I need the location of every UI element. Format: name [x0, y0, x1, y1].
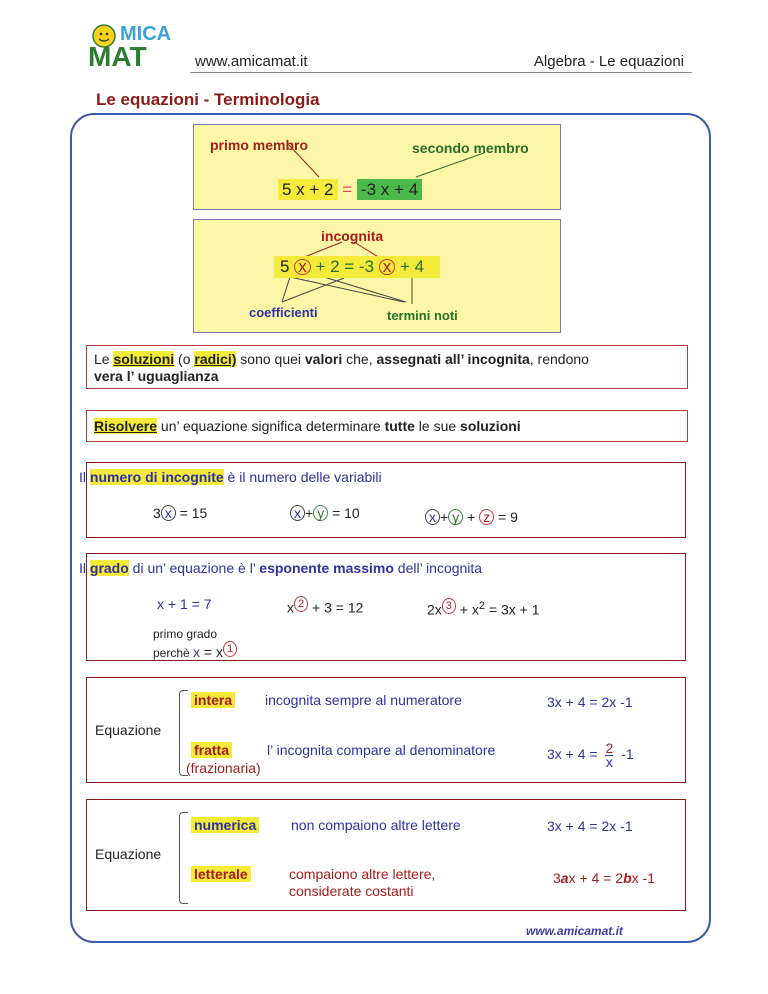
- intera-term: intera: [191, 692, 235, 708]
- incognita-diagram: [193, 219, 561, 333]
- intera-desc: incognita sempre al numeratore: [265, 692, 462, 708]
- amicamat-logo: [86, 20, 186, 70]
- page-title: Le equazioni - Terminologia: [96, 90, 320, 109]
- svg-text:MAT: MAT: [88, 41, 147, 70]
- risolvere-term: Risolvere: [94, 418, 158, 434]
- incognita-equation: [274, 256, 440, 278]
- intera-example: 3x + 4 = 2x -1: [547, 694, 633, 710]
- risolvere-text: Risolvere un’ equazione significa determinare tutte le sue soluzioni: [94, 418, 521, 434]
- incognite-text: Il numero di incognite è il numero delle variabili: [79, 469, 382, 485]
- numero-incognite-term: numero di incognite: [89, 469, 224, 485]
- equazione-label-2: Equazione: [95, 846, 162, 862]
- fratta-example: 3x + 4 = $\frac{2}{x}$ -1: [547, 740, 634, 770]
- fratta-term: fratta: [191, 742, 232, 758]
- const-4: + 4: [400, 257, 425, 276]
- header-section: Algebra - Le equazioni: [533, 53, 684, 70]
- numerica-letterale-box: [86, 799, 686, 911]
- termini-noti-label: termini noti: [387, 308, 458, 323]
- brace-2: [179, 812, 188, 904]
- incognite-example-1: 3 x = 15: [153, 505, 208, 521]
- incognita-label: incognita: [321, 228, 384, 244]
- footer-url[interactable]: www.amicamat.it: [526, 924, 623, 938]
- grado-box: [79, 553, 686, 661]
- numerica-term: numerica: [191, 817, 259, 833]
- secondo-membro-label: secondo membro: [412, 140, 529, 156]
- membri-equation: [278, 180, 422, 200]
- membri-diagram: [193, 124, 561, 210]
- soluzioni-term: soluzioni: [113, 351, 175, 367]
- grado-term: grado: [89, 560, 129, 576]
- secondo-membro-expr: -3 x + 4: [357, 179, 422, 200]
- letterale-desc: compaiono altre lettere, considerate costanti: [289, 866, 436, 899]
- grado-text: Il grado di un’ equazione è l’ esponente massimo dell’ incognita: [79, 560, 483, 576]
- grado-example-2: x $^2$ + 3 = 12: [287, 598, 364, 616]
- grado-example-3: 2x $^3 + x^2 = 3x + 1$: [427, 600, 540, 618]
- grado-example-1: x + 1 = 7: [157, 596, 212, 612]
- primo-membro-expr: 5 x + 2: [278, 179, 338, 200]
- radici-term: radici): [194, 351, 237, 367]
- letterale-example: 3ax + 4 = 2bx -1: [553, 870, 655, 886]
- header-divider: [190, 72, 692, 73]
- incognite-box: [79, 462, 686, 538]
- numerica-desc: non compaiono altre lettere: [291, 817, 461, 833]
- svg-text:MICA: MICA: [120, 23, 172, 45]
- soluzioni-box: [86, 345, 688, 389]
- incognite-example-2: x + y = 10: [290, 505, 360, 521]
- letterale-term: letterale: [191, 866, 251, 882]
- coefficienti-label: coefficienti: [249, 305, 318, 320]
- coeff-5: 5: [280, 257, 290, 276]
- grado-note: primo grado perchè x = x $^1$: [153, 628, 237, 660]
- intera-fratta-box: [86, 677, 686, 783]
- incognite-example-3: x + y + z = 9: [425, 509, 518, 525]
- equals-sign: =: [342, 180, 353, 199]
- frazionaria-label: (frazionaria): [186, 760, 261, 776]
- fratta-desc: l’ incognita compare al denominatore: [267, 742, 496, 758]
- header-url[interactable]: www.amicamat.it: [195, 53, 308, 70]
- risolvere-box: [86, 410, 688, 442]
- numerica-example: 3x + 4 = 2x -1: [547, 818, 633, 834]
- equazione-label-1: Equazione: [95, 722, 162, 738]
- primo-membro-label: primo membro: [210, 137, 309, 153]
- middle-terms: + 2 = -3: [315, 257, 375, 276]
- soluzioni-text: Le soluzioni (o radici) sono quei valori che, assegnati all’ incognita, rendono vera l’ uguaglianza: [94, 351, 589, 384]
- var-x-2: x: [379, 259, 396, 275]
- var-x-1: x: [294, 259, 311, 275]
